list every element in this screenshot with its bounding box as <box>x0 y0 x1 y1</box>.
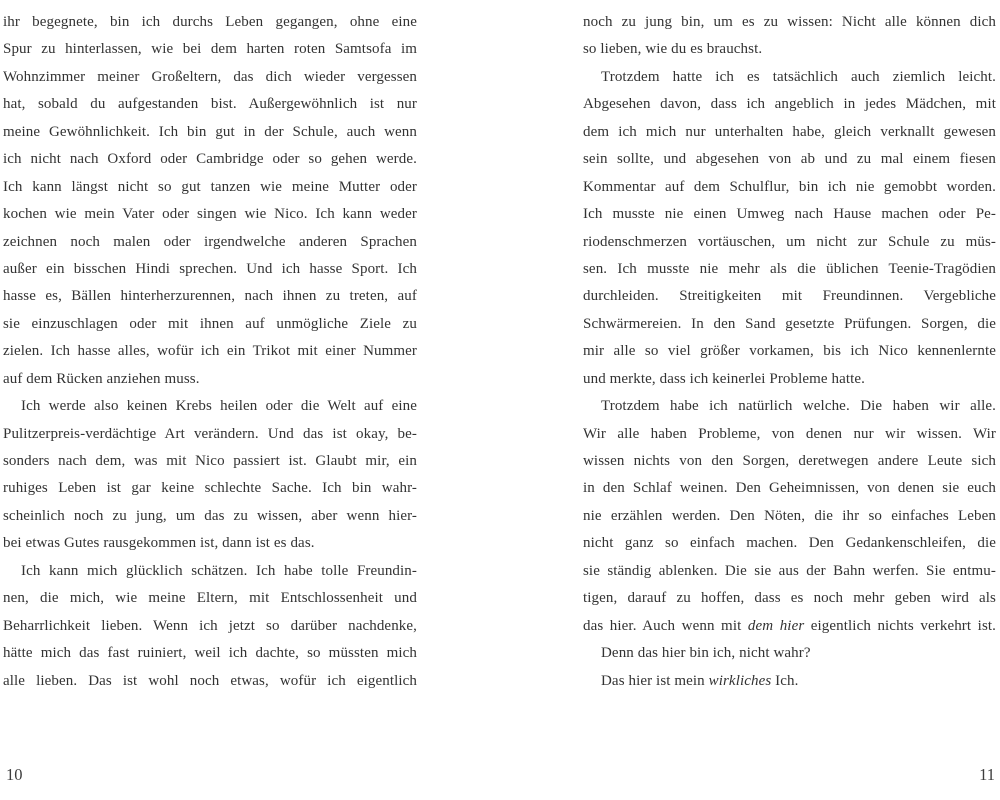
text-segment: nie erzählen werden. Den Nöten, die ihr so einfaches Leben <box>583 507 996 524</box>
text-line <box>583 36 996 63</box>
text-line <box>583 530 996 557</box>
text-segment: Ich musste nie einen Umweg nach Hause machen oder Pe- <box>583 206 996 223</box>
text-line <box>3 448 417 475</box>
text-segment: meine Gewöhnlichkeit. Ich bin gut in der Schule, auch wenn <box>3 123 417 140</box>
text-line <box>3 585 417 612</box>
text-segment: außer ein bisschen Hindi sprechen. Und ich hasse Sport. Ich <box>3 260 417 277</box>
text-segment: durchleiden. Streitigkeiten mit Freundinnen. Vergebliche <box>583 288 996 305</box>
text-line <box>3 283 417 310</box>
text-line <box>583 201 996 228</box>
text-line <box>583 283 996 310</box>
text-segment: Denn das hier bin ich, nicht wahr? <box>601 645 811 662</box>
text-line <box>3 366 417 393</box>
text-segment: kochen wie mein Vater oder singen wie Nico. Ich kann weder <box>3 206 417 223</box>
page-number-right: 11 <box>979 765 995 784</box>
text-line <box>3 338 417 365</box>
text-line <box>583 585 996 612</box>
text-segment: wissen nichts von den Sorgen, deretwegen andere Leute sich <box>583 453 996 469</box>
text-segment: Ich werde also keinen Krebs heilen oder die Welt auf eine <box>21 398 417 415</box>
text-segment: in den Schlaf weinen. Den Geheimnissen, von denen sie euch <box>583 480 996 497</box>
text-segment: ruhiges Leben ist gar keine schlechte Sache. Ich bin wahr- <box>3 480 417 497</box>
text-segment: Ich kann mich glücklich schätzen. Ich habe tolle Freundin- <box>21 562 417 579</box>
text-line <box>3 668 417 695</box>
text-line <box>583 613 996 640</box>
text-line <box>3 393 417 420</box>
text-segment: riodenschmerzen vortäuschen, um nicht zur Schule zu müs- <box>583 233 996 250</box>
text-line <box>583 558 996 585</box>
text-line <box>3 311 417 338</box>
text-segment: bei etwas Gutes rausgekommen ist, dann ist es das. <box>3 535 315 552</box>
text-segment: und merkte, dass ich keinerlei Probleme hatte. <box>583 370 866 387</box>
text-line <box>583 146 996 173</box>
text-segment: Pulitzerpreis-verdächtige Art verändern. Und das ist okay, be- <box>3 425 417 442</box>
text-segment: Ich kann längst nicht so gut tanzen wie meine Mutter oder <box>3 178 417 195</box>
text-segment: tigen, darauf zu hoffen, dass es noch mehr geben wird als <box>583 590 996 607</box>
page-left-text <box>3 9 417 695</box>
text-segment: alle lieben. Das ist wohl noch etwas, wofür ich eigentlich <box>3 672 417 689</box>
text-line <box>583 311 996 338</box>
text-line <box>3 229 417 256</box>
text-segment: nen, die mich, wie meine Eltern, mit Entschlossenheit und <box>3 590 417 607</box>
text-segment: ihr begegnete, bin ich durchs Leben gegangen, ohne eine <box>3 14 417 30</box>
text-line <box>583 229 996 256</box>
text-segment: Wohnzimmer meiner Großeltern, das dich wieder vergessen <box>3 68 417 85</box>
text-segment: noch zu jung bin, um es zu wissen: Nicht alle können dich <box>583 14 996 30</box>
text-segment: auf dem Rücken anziehen muss. <box>3 370 200 387</box>
text-line <box>3 256 417 283</box>
text-line <box>3 119 417 146</box>
text-segment: zeichnen noch malen oder irgendwelche anderen Sprachen <box>3 233 417 250</box>
text-line <box>583 9 996 36</box>
text-line <box>583 668 996 695</box>
text-segment: dem ich mich nur unterhalten habe, gleich verknallt gewesen <box>583 123 996 140</box>
text-line <box>3 64 417 91</box>
text-segment: sie einzuschlagen oder mit ihnen auf unmögliche Ziele zu <box>3 315 417 332</box>
text-segment: hätte mich das fast ruiniert, weil ich dachte, so müssten mich <box>3 645 417 662</box>
text-line <box>583 256 996 283</box>
text-line <box>583 475 996 502</box>
italic-phrase: dem hier <box>747 617 805 634</box>
text-line <box>3 36 417 63</box>
text-line <box>583 64 996 91</box>
text-line <box>583 174 996 201</box>
text-line <box>3 530 417 557</box>
text-line <box>3 503 417 530</box>
page-number-left: 10 <box>6 765 23 784</box>
text-segment: mir alle so viel größer vorkamen, bis ich Nico kennenlernte <box>583 343 996 360</box>
text-segment: nicht ganz so einfach machen. Den Gedankenschleifen, die <box>583 535 996 552</box>
text-segment: Ich. <box>771 672 799 689</box>
text-line <box>583 448 996 475</box>
text-segment: sie ständig ablenken. Die sie aus der Bahn werfen. Sie entmu- <box>583 562 996 579</box>
page-right-text <box>583 9 996 695</box>
text-segment: Spur zu hinterlassen, wie bei dem harten roten Samtsofa im <box>3 41 417 58</box>
text-line <box>583 366 996 393</box>
text-line <box>3 146 417 173</box>
text-segment: hat, sobald du aufgestanden bist. Außergewöhnlich ist nur <box>3 96 417 113</box>
text-line <box>3 9 417 36</box>
text-segment: sein sollte, und abgesehen von ab und zu mal einem fiesen <box>583 151 996 168</box>
text-segment: eigentlich nichts verkehrt ist. <box>804 617 996 634</box>
text-line <box>583 421 996 448</box>
text-segment: Beharrlichkeit lieben. Wenn ich jetzt so darüber nachdenke, <box>3 617 417 634</box>
text-line <box>3 558 417 585</box>
text-line <box>3 475 417 502</box>
text-segment: so lieben, wie du es brauchst. <box>583 41 763 58</box>
text-segment: scheinlich noch zu jung, um das zu wissen, aber wenn hier- <box>3 507 417 524</box>
text-line <box>583 393 996 420</box>
text-line <box>3 613 417 640</box>
text-segment: sen. Ich musste nie mehr als die üblichen Teenie-Tragödien <box>583 260 996 277</box>
text-line <box>583 91 996 118</box>
text-line <box>3 640 417 667</box>
text-line <box>3 174 417 201</box>
text-segment: sonders nach dem, was mit Nico passiert ist. Glaubt mir, ein <box>3 453 417 469</box>
text-segment: zielen. Ich hasse alles, wofür ich ein Trikot mit einer Nummer <box>3 343 417 360</box>
text-line <box>583 503 996 530</box>
text-line <box>3 91 417 118</box>
text-segment: Abgesehen davon, dass ich angeblich in jedes Mädchen, mit <box>583 96 996 113</box>
text-segment: ich nicht nach Oxford oder Cambridge oder so gehen werde. <box>3 151 417 168</box>
text-segment: Wir alle haben Probleme, von denen nur wir wissen. Wir <box>583 425 996 442</box>
text-segment: hasse es, Bällen hinterherzurennen, nach ihnen zu treten, auf <box>3 288 417 305</box>
text-segment: Trotzdem habe ich natürlich welche. Die haben wir alle. <box>601 398 996 415</box>
text-line <box>3 421 417 448</box>
text-segment: Kommentar auf dem Schulflur, bin ich nie gemobbt worden. <box>583 178 996 195</box>
text-line <box>583 119 996 146</box>
text-line <box>583 640 996 667</box>
text-line <box>583 338 996 365</box>
text-segment: Trotzdem hatte ich es tatsächlich auch ziemlich leicht. <box>601 68 996 85</box>
text-line <box>3 201 417 228</box>
text-segment: das hier. Auch wenn mit <box>583 617 748 634</box>
italic-phrase: wirkliches <box>708 672 772 689</box>
text-segment: Schwärmereien. In den Sand gesetzte Prüfungen. Sorgen, die <box>583 315 996 332</box>
text-segment: Das hier ist mein <box>601 672 709 689</box>
